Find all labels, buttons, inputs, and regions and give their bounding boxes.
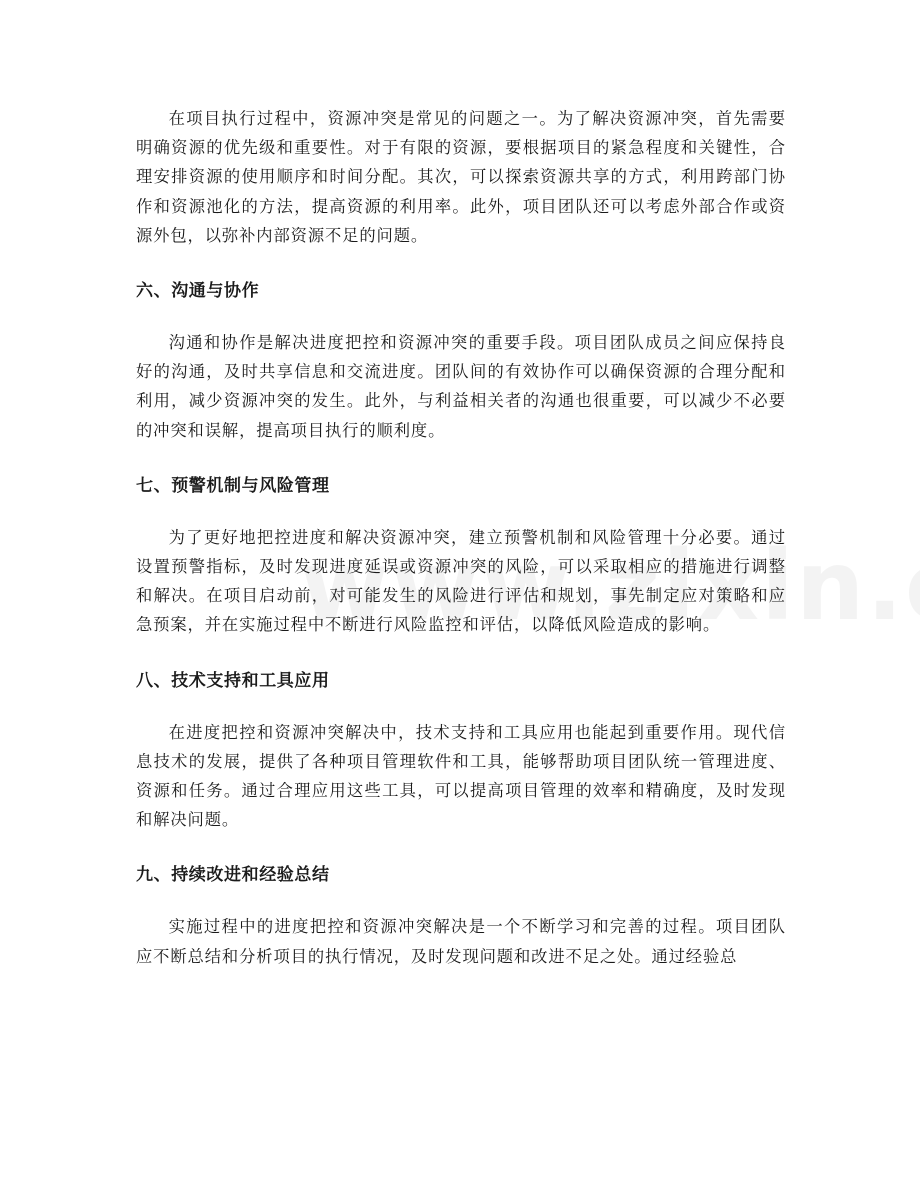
section-paragraph-6: 沟通和协作是解决进度把控和资源冲突的重要手段。项目团队成员之间应保持良好的沟通，及时共享信息和交流进度。团队间的有效协作可以确保资源的合理分配和利用，减少资源冲突的发生。此外，与利益相关者的沟通也很重要，可以减少不必要的冲突和误解，提高项目执行的顺利度。 — [136, 333, 786, 440]
document-body — [136, 104, 786, 971]
section-paragraph-8: 在进度把控和资源冲突解决中，技术支持和工具应用也能起到重要作用。现代信息技术的发展，提供了各种项目管理软件和工具，能够帮助项目团队统一管理进度、资源和任务。通过合理应用这些工具，可以提高项目管理的效率和精确度，及时发现和解决问题。 — [136, 722, 786, 830]
intro-paragraph: 在项目执行过程中，资源冲突是常见的问题之一。为了解决资源冲突，首先需要明确资源的优先级和重要性。对于有限的资源，要根据项目的紧急程度和关键性，合理安排资源的使用顺序和时间分配。其次，可以探索资源共享的方式，利用跨部门协作和资源池化的方法，提高资源的利用率。此外，项目团队还可以考虑外部合作或资源外包，以弥补内部资源不足的问题。 — [136, 109, 786, 245]
section-heading-7: 七、预警机制与风险管理 — [136, 475, 330, 496]
section-heading-8: 八、技术支持和工具应用 — [136, 670, 330, 691]
section-paragraph-9: 实施过程中的进度把控和资源冲突解决是一个不断学习和完善的过程。项目团队应不断总结和分析项目的执行情况，及时发现问题和改进不足之处。通过经验总 — [136, 917, 786, 966]
section-heading-9: 九、持续改进和经验总结 — [136, 865, 330, 886]
section-paragraph-7: 为了更好地把控进度和解决资源冲突，建立预警机制和风险管理十分必要。通过设置预警指标，及时发现进度延误或资源冲突的风险，可以采取相应的措施进行调整和解决。在项目启动前，对可能发生的风险进行评估和规划，事先制定应对策略和应急预案，并在实施过程中不断进行风险监控和评估，以降低风险造成的影响。 — [136, 527, 786, 635]
section-heading-6: 六、沟通与协作 — [136, 281, 260, 302]
